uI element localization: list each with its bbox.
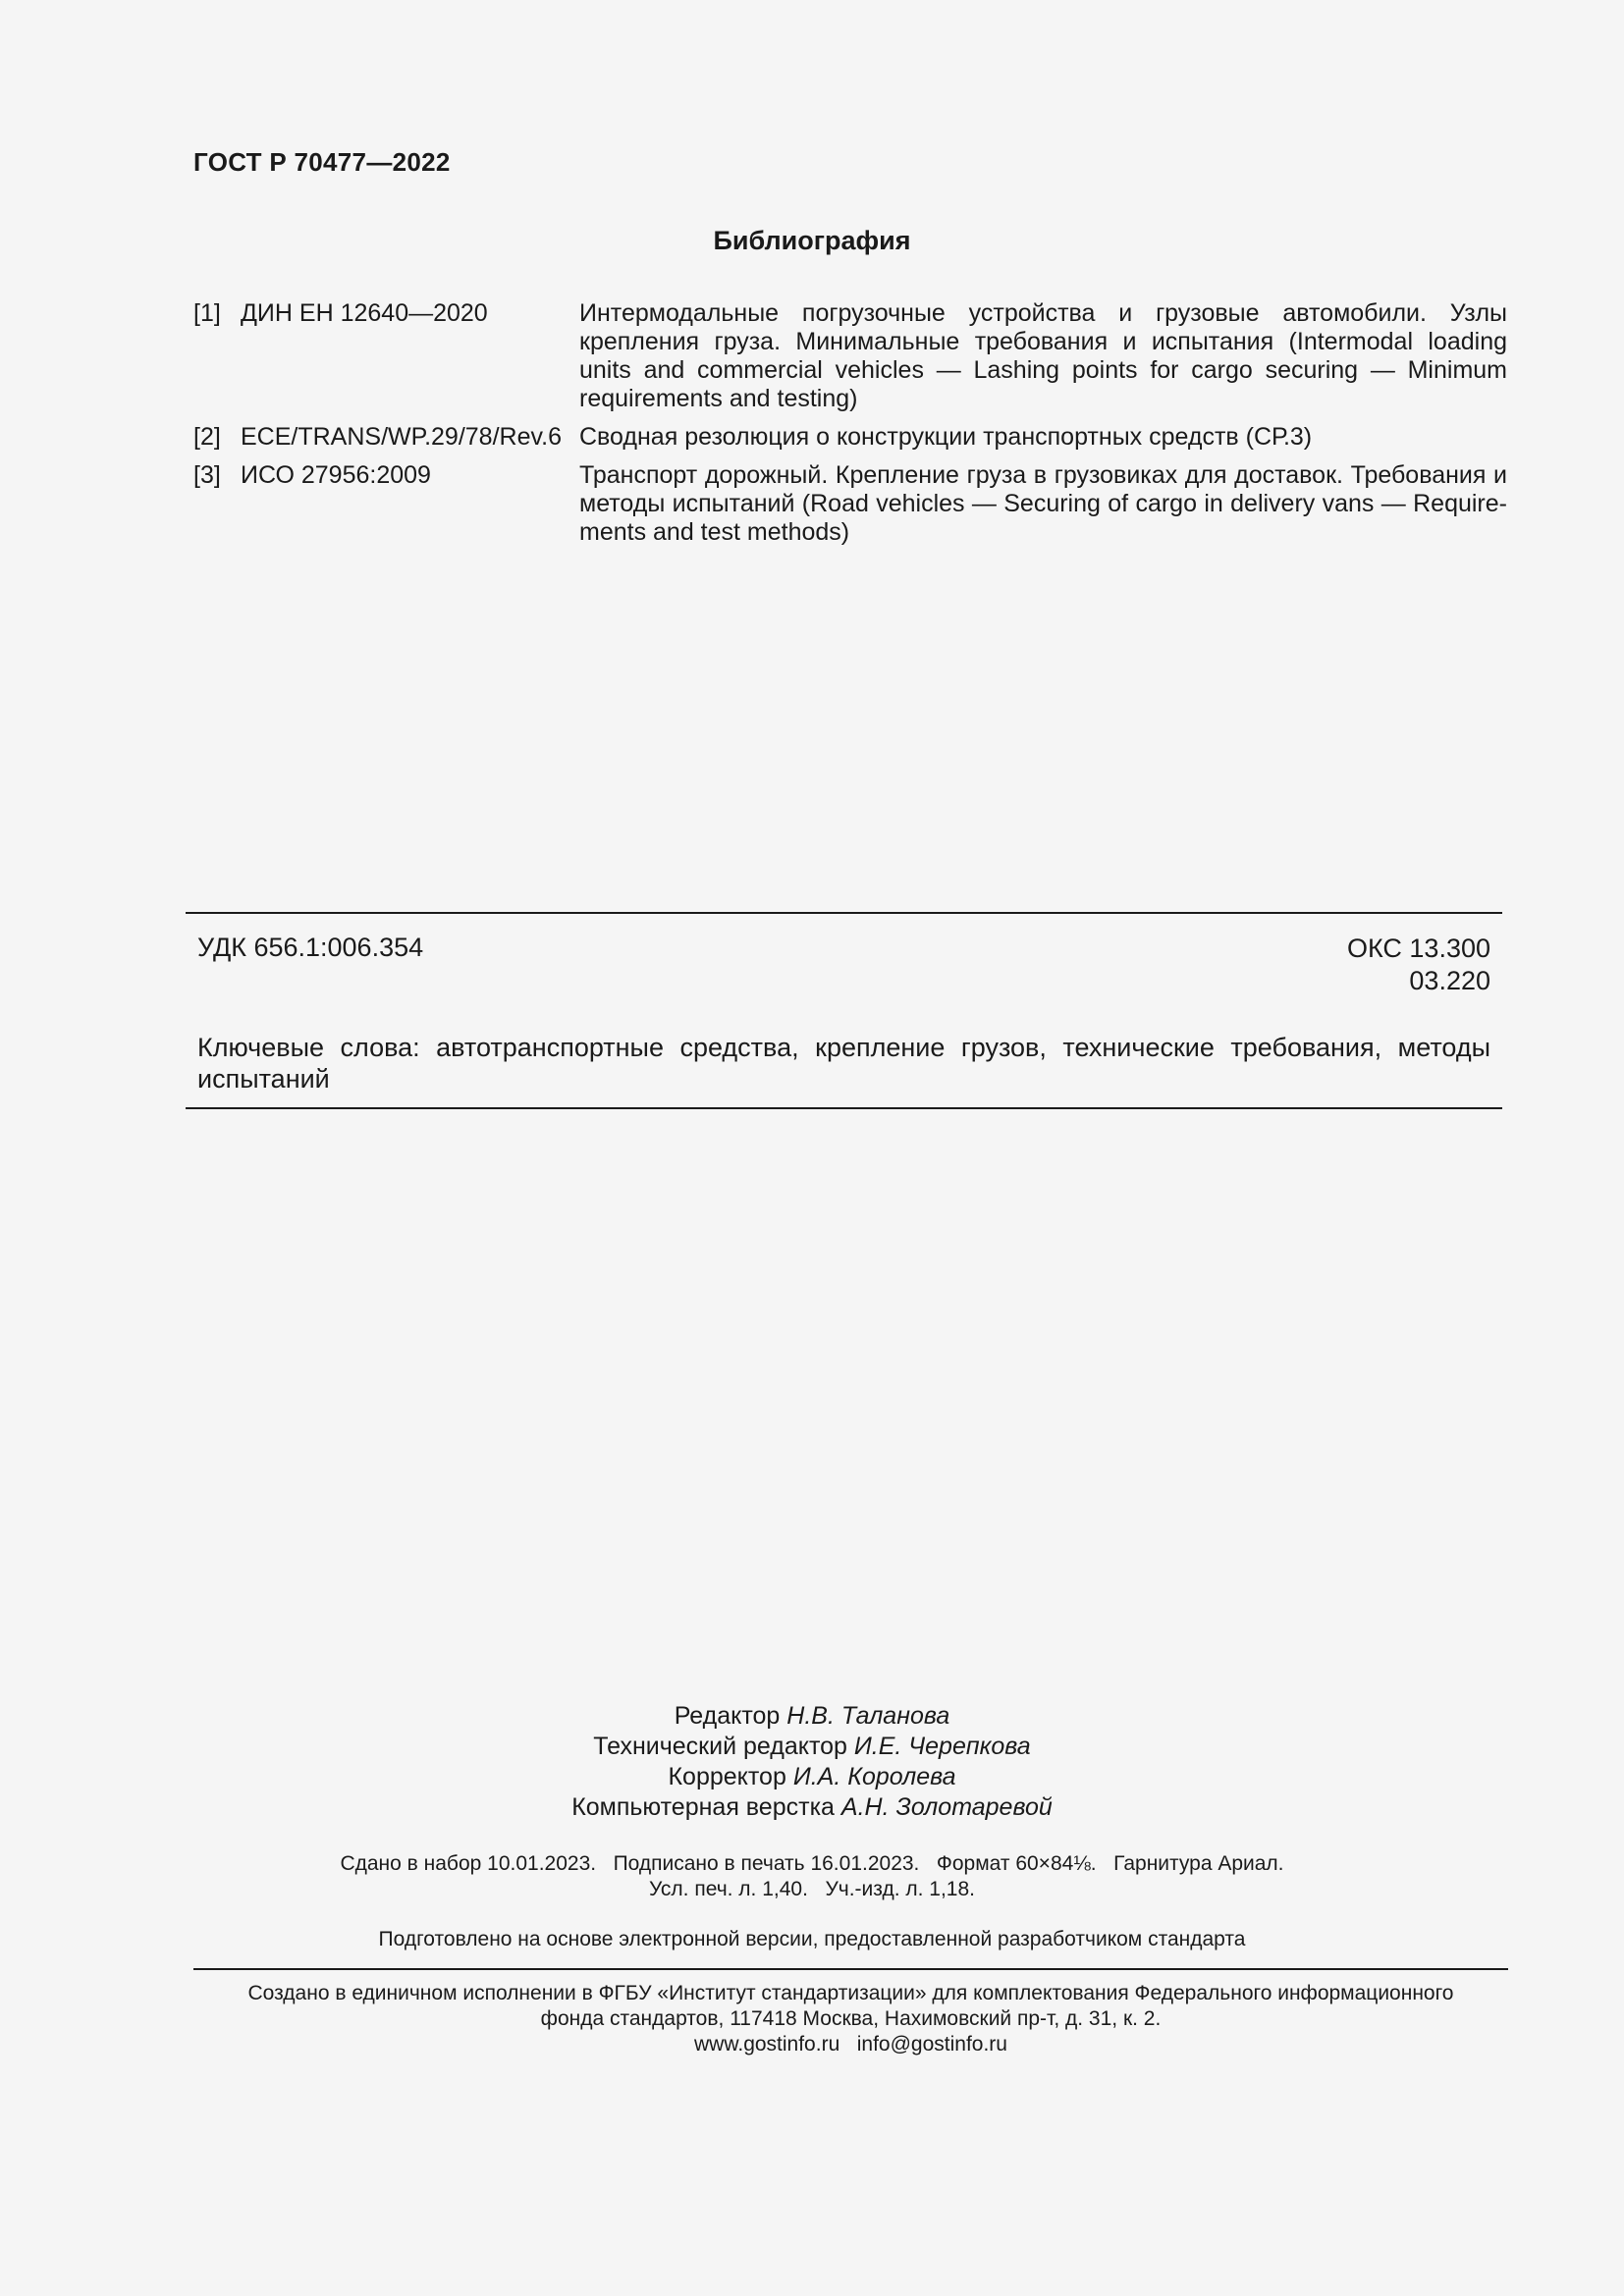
print-info-line: Усл. печ. л. 1,40. Уч.-изд. л. 1,18. — [648, 1878, 975, 1900]
entry-number: [2] — [193, 423, 221, 451]
entry-standard-code: ECE/TRANS/WP.29/78/Rev.6 — [241, 423, 562, 451]
entry-description: Интермодальные погрузочные устройства и грузовые автомобили. Узлы крепления груза. Минимальные требования и испытания (Intermodal loading units and commercial vehicles — Lashing points for cargo securing — Minimum requirements and testing) — [579, 299, 1507, 412]
oks-codes — [1347, 933, 1490, 997]
credit-layout: Компьютерная верстка А.Н. Золотаревой — [571, 1793, 1053, 1821]
entry-standard-code: ДИН ЕН 12640—2020 — [241, 299, 488, 327]
oks-code-secondary: 03.220 — [1409, 966, 1490, 995]
print-info — [0, 1851, 1624, 1902]
tech-editor-name: И.Е. Черепкова — [853, 1733, 1031, 1760]
keywords: Ключевые слова: автотранспортные средства, крепление грузов, технические требования, методы испытаний — [197, 1033, 1490, 1094]
oks-code-primary: ОКС 13.300 — [1346, 934, 1490, 963]
footer-line: Создано в единичном исполнении в ФГБУ «Институт стандартизации» для комплектования Федерального информационного — [247, 1982, 1454, 2004]
document-code: ГОСТ Р 70477—2022 — [193, 147, 451, 177]
entry-description: Транспорт дорожный. Крепление груза в грузовиках для доставок. Требования и методы испытаний (Road vehicles — Securing of cargo in delivery vans — Requirements and test methods) — [579, 461, 1507, 546]
entry-number: [3] — [193, 461, 221, 489]
udk-code: УДК 656.1:006.354 — [197, 933, 424, 962]
credits-block — [0, 1701, 1624, 1823]
bibliography-entry — [193, 423, 1507, 452]
footer-line: фонда стандартов, 117418 Москва, Нахимовский пр-т, д. 31, к. 2. — [540, 2007, 1162, 2030]
bibliography-entry — [193, 461, 1507, 547]
bibliography-list — [193, 299, 1507, 557]
classification-box — [186, 912, 1502, 1109]
footer — [193, 1981, 1508, 2057]
entry-standard-code: ИСО 27956:2009 — [241, 461, 431, 489]
credit-corrector: Корректор И.А. Королева — [668, 1763, 956, 1790]
footer-divider — [193, 1968, 1508, 1970]
entry-number: [1] — [193, 299, 221, 327]
credit-editor: Редактор Н.В. Таланова — [674, 1702, 950, 1730]
print-info-line: Сдано в набор 10.01.2023. Подписано в печать 16.01.2023. Формат 60×84⅛. Гарнитура Ариал. — [340, 1852, 1284, 1875]
bibliography-title: Библиография — [713, 226, 911, 255]
editor-name: Н.В. Таланова — [786, 1702, 950, 1730]
bibliography-entry — [193, 299, 1507, 413]
entry-description: Сводная резолюция о конструкции транспортных средств (СР.3) — [579, 423, 1313, 451]
layout-name: А.Н. Золотаревой — [840, 1793, 1053, 1821]
footer-contacts: www.gostinfo.ru info@gostinfo.ru — [694, 2033, 1007, 2056]
credit-tech-editor: Технический редактор И.Е. Черепкова — [593, 1733, 1031, 1760]
prepared-note: Подготовлено на основе электронной версии, предоставленной разработчиком стандарта — [378, 1928, 1246, 1950]
corrector-name: И.А. Королева — [792, 1763, 956, 1790]
